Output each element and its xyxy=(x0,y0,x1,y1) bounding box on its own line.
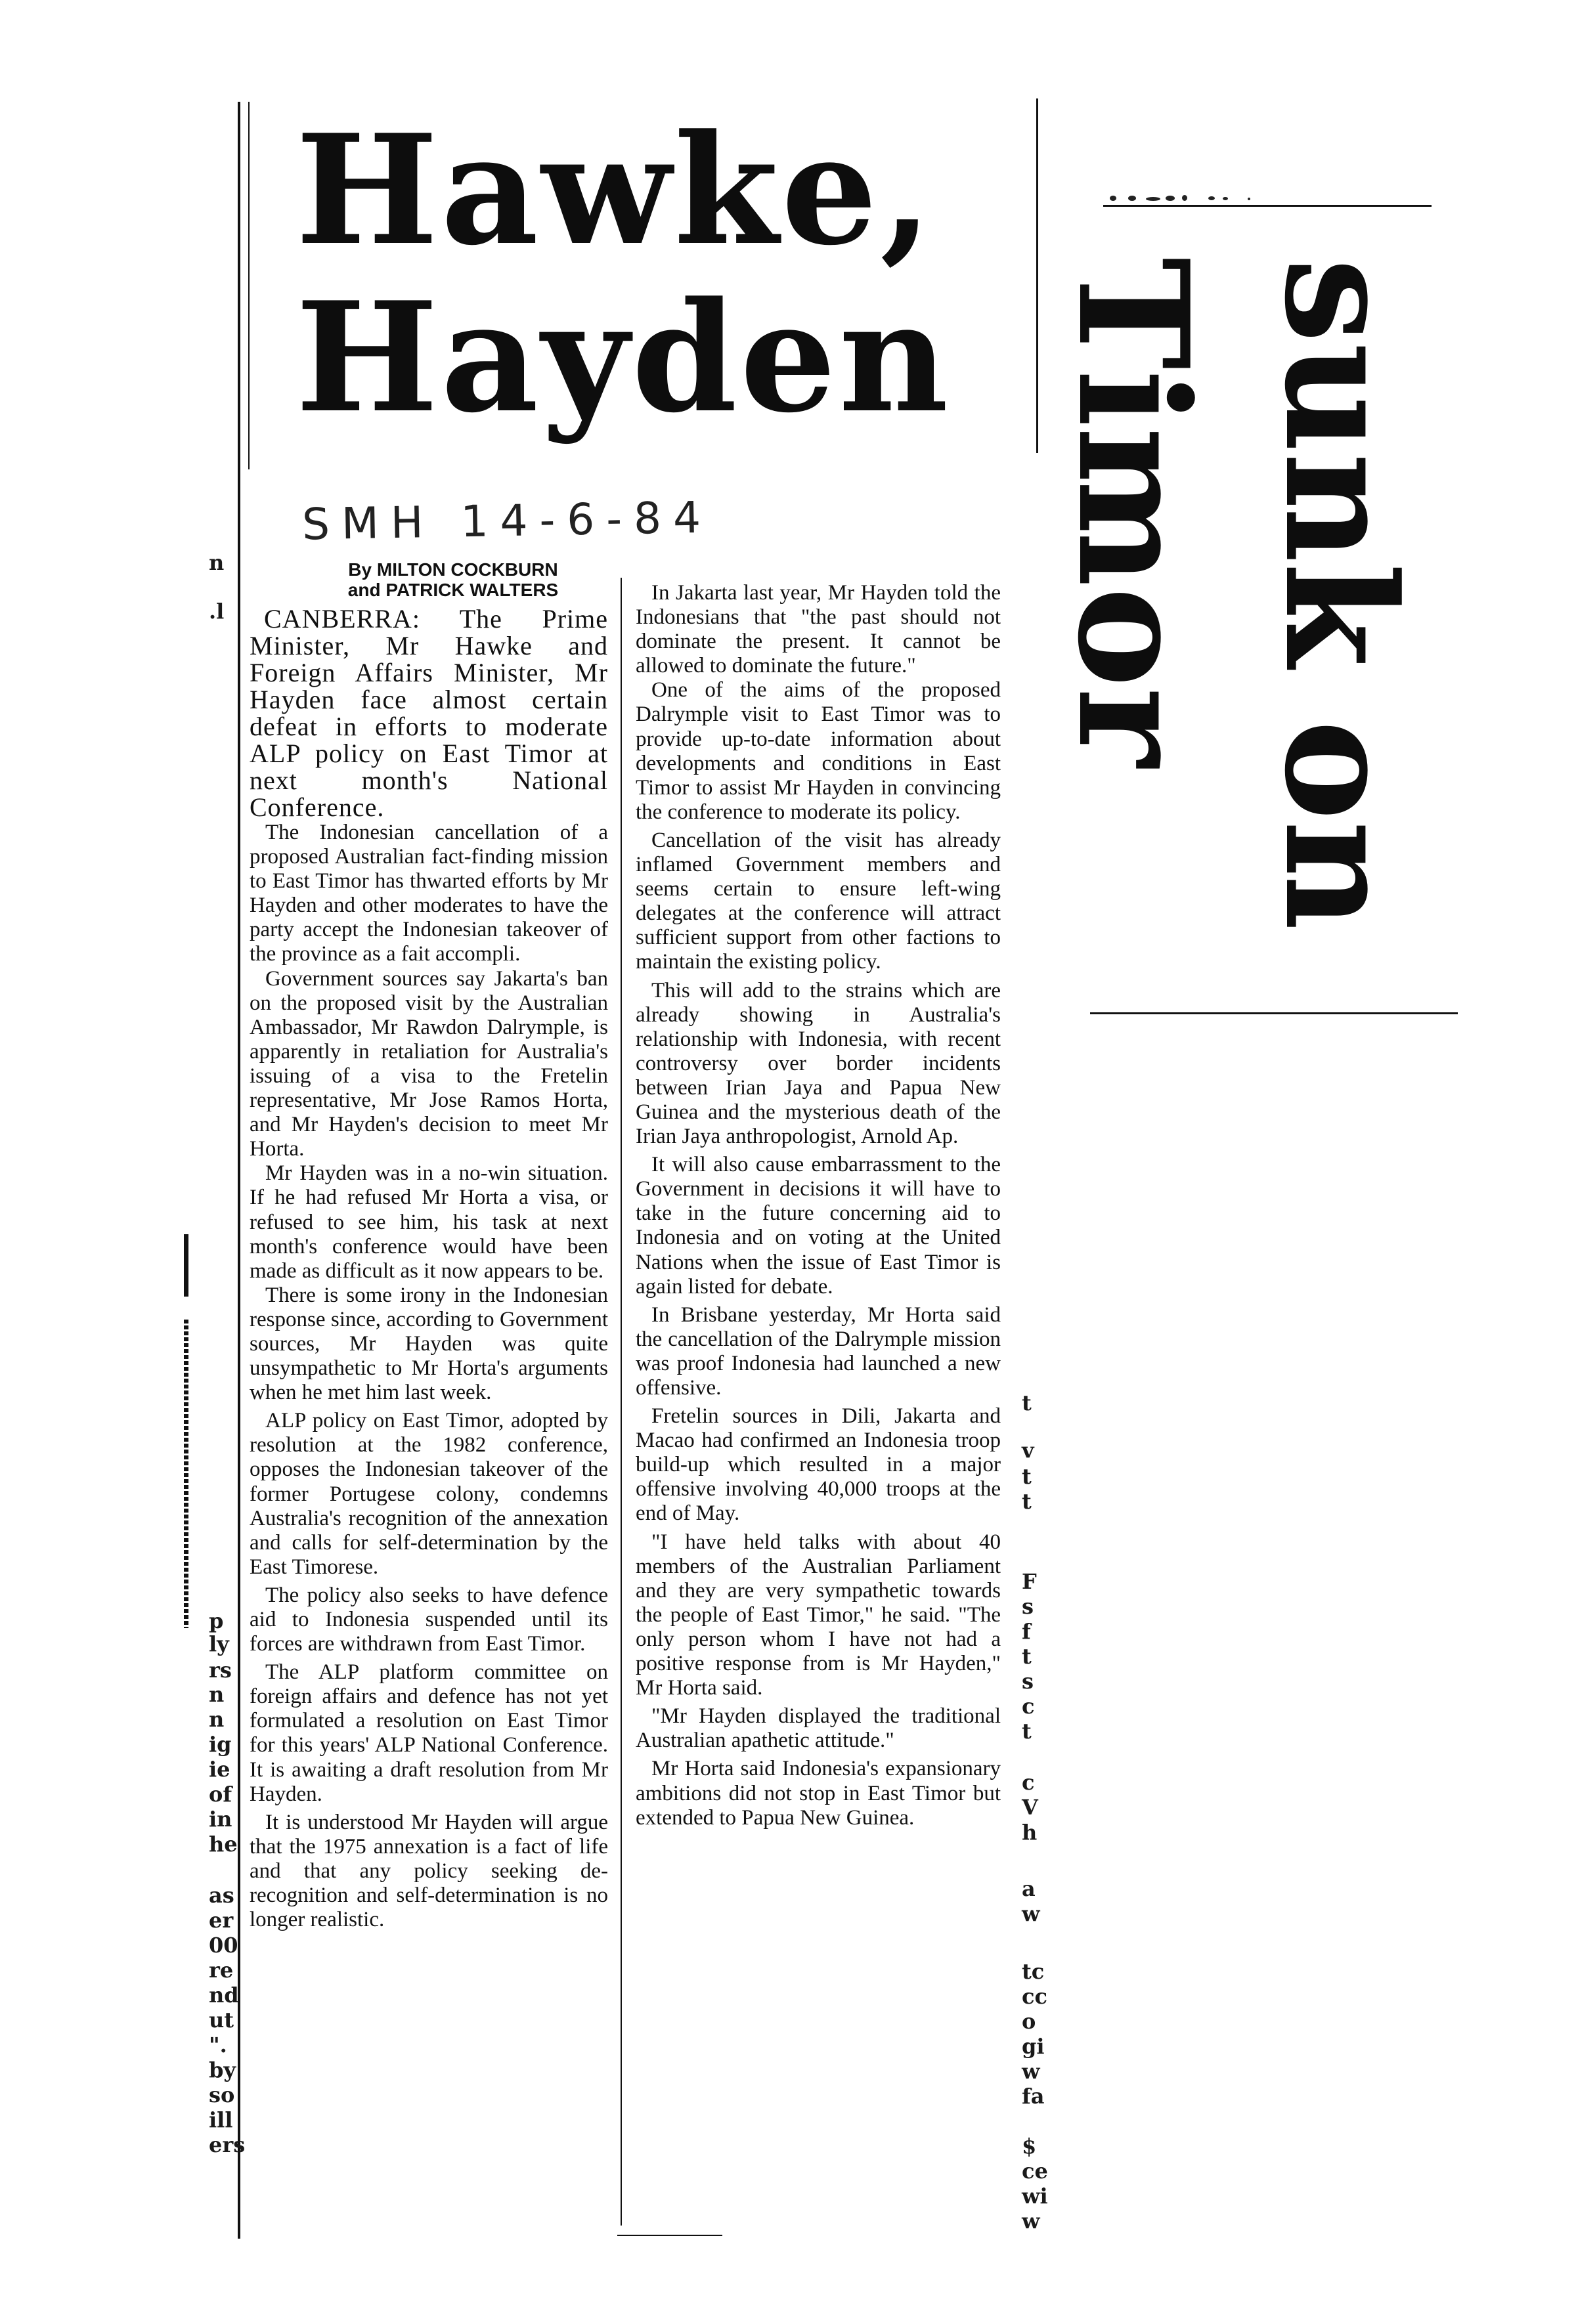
title-bottom-rule xyxy=(1090,1012,1458,1014)
fragment-text: rs xyxy=(209,1658,232,1683)
fragment-text: t xyxy=(1022,1489,1032,1514)
fragment-text: he xyxy=(209,1832,238,1857)
fragment-text: ie xyxy=(209,1757,230,1782)
paragraph: One of the aims of the proposed Dalrymple visit to East Timor was to provide up-to-date information about developments and conditions in East Timor to assist Mr Hayden in convincing the conference to moderate its policy. xyxy=(636,678,1001,824)
print-speck xyxy=(1248,198,1250,200)
fragment-text: t xyxy=(1022,1719,1032,1744)
fragment-text: n xyxy=(209,1707,225,1732)
vertical-title-line-2: Timor xyxy=(1044,257,1221,767)
fragment-text: by xyxy=(209,2057,236,2082)
paragraph: "Mr Hayden displayed the traditional Australian apathetic attitude." xyxy=(636,1704,1001,1753)
left-margin-fragments xyxy=(209,0,246,2324)
fragment-text: ut xyxy=(209,2008,234,2033)
fragment-text: re xyxy=(209,1958,234,1983)
fragment-text: .l xyxy=(209,599,225,624)
column-divider xyxy=(621,578,622,2226)
paragraph: ALP policy on East Timor, adopted by resolution at the 1982 conference, opposes the Indonesian takeover of the former Portugese colony, condemns Australia's recognition of the annexation and calls for self-determination by the East Timorese. xyxy=(250,1409,608,1579)
fragment-text: so xyxy=(209,2082,235,2107)
fragment-text: p xyxy=(209,1608,224,1633)
fragment-text: as xyxy=(209,1883,234,1908)
print-speck xyxy=(1166,196,1175,201)
right-margin-fragments xyxy=(1022,0,1061,2324)
bottom-rule xyxy=(617,2235,722,2236)
title-top-rule xyxy=(1103,205,1432,207)
print-speck xyxy=(1182,195,1187,201)
article-column-2 xyxy=(636,581,1001,1830)
fragment-text: V xyxy=(1022,1795,1038,1820)
fragment-text: w xyxy=(1022,2208,1040,2233)
paragraph: In Jakarta last year, Mr Hayden told the Indonesians that "the past should not dominate the present. It cannot be allowed to dominate the future." xyxy=(636,581,1001,678)
paragraph: Fretelin sources in Dili, Jakarta and Macao had confirmed an Indonesia troop build-up which resulted in a major offensive involving 40,000 troops at the end of May. xyxy=(636,1404,1001,1526)
byline-author-2: and PATRICK WALTERS xyxy=(347,580,559,600)
print-speck xyxy=(1110,196,1116,201)
fragment-text: v xyxy=(1022,1438,1034,1463)
print-speck xyxy=(1223,197,1228,200)
fragment-text: ce xyxy=(1022,2159,1048,2184)
fragment-text: w xyxy=(1022,1901,1040,1926)
fragment-text: ig xyxy=(209,1732,232,1757)
fragment-text: in xyxy=(209,1807,232,1832)
paragraph: In Brisbane yesterday, Mr Horta said the cancellation of the Dalrymple mission was proof Indonesia had launched a new offensive. xyxy=(636,1302,1001,1400)
margin-bar xyxy=(184,1320,188,1628)
fragment-text: 00 xyxy=(209,1933,238,1958)
fragment-text: tc xyxy=(1022,1959,1045,1984)
fragment-text: ". xyxy=(209,2033,227,2057)
fragment-text: o xyxy=(1022,2009,1036,2034)
fragment-text: ers xyxy=(209,2132,246,2157)
article-column-1 xyxy=(250,605,608,1932)
fragment-text: t xyxy=(1022,1464,1032,1489)
fragment-text: s xyxy=(1022,1669,1034,1694)
fragment-text: w xyxy=(1022,2059,1040,2084)
fragment-text: n xyxy=(209,1682,225,1707)
print-speck xyxy=(1146,197,1160,201)
print-speck xyxy=(1128,196,1136,201)
fragment-text: $ xyxy=(1022,2134,1037,2159)
fragment-text: a xyxy=(1022,1876,1036,1901)
fragment-text: t xyxy=(1022,1644,1032,1669)
fragment-text: ly xyxy=(209,1631,229,1656)
paragraph: It is understood Mr Hayden will argue that the 1975 annexation is a fact of life and that any policy seeking de-recognition and self-determination is no longer realistic. xyxy=(250,1810,608,1932)
paragraph: Government sources say Jakarta's ban on the proposed visit by the Australian Ambassador, Mr Rawdon Dalrymple, is apparently in retaliation for Australia's issuing of a visa to the Fretelin representative, Mr Jose Ramos Horta, and Mr Hayden's decision to meet Mr Horta. xyxy=(250,966,608,1161)
paragraph: Mr Hayden was in a no-win situation. If he had refused Mr Horta a visa, or refused to see him, his task at next month's conference would have been made as difficult as it now appears to be. xyxy=(250,1161,608,1283)
paragraph: This will add to the strains which are already showing in Australia's relationship with Indonesia, with recent controversy over border incidents between Irian Jaya and Papua New Guinea and the mysterious death of the Irian Jaya anthropologist, Arnold Ap. xyxy=(636,978,1001,1149)
byline xyxy=(302,559,604,600)
paragraph: The ALP platform committee on foreign affairs and defence has not yet formulated a resolution on East Timor for this years' ALP National Conference. It is awaiting a draft resolution from Mr Hayden. xyxy=(250,1660,608,1806)
fragment-text: cc xyxy=(1022,1984,1047,2009)
headline-line-1: Hawke, xyxy=(296,102,936,279)
paragraph: The Indonesian cancellation of a proposed Australian fact-finding mission to East Timor has thwarted efforts by Mr Hayden and other moderates to have the party accept the Indonesian takeover of the province as a fait accompli. xyxy=(250,821,608,966)
margin-bar xyxy=(184,1234,188,1297)
fragment-text: gi xyxy=(1022,2034,1045,2059)
fragment-text: F xyxy=(1022,1569,1037,1594)
fragment-text: n xyxy=(209,550,225,575)
fragment-text: ill xyxy=(209,2107,233,2132)
fragment-text: er xyxy=(209,1908,234,1933)
fragment-text: s xyxy=(1022,1594,1034,1619)
paragraph: The policy also seeks to have defence aid to Indonesia suspended until its forces are withdrawn from East Timor. xyxy=(250,1583,608,1656)
paragraph: Mr Horta said Indonesia's expansionary ambitions did not stop in East Timor but extended to Papua New Guinea. xyxy=(636,1757,1001,1830)
print-speck xyxy=(1208,196,1215,200)
vertical-title-line-1: sunk on xyxy=(1251,258,1428,930)
handwritten-date-note: SMH 14-6-84 xyxy=(301,492,713,550)
fragment-text: c xyxy=(1022,1694,1035,1719)
fragment-text: h xyxy=(1022,1820,1038,1845)
fragment-text: fa xyxy=(1022,2084,1045,2109)
byline-author-1: By MILTON COCKBURN xyxy=(348,559,558,580)
left-column-rule xyxy=(238,102,240,2239)
fragment-text: of xyxy=(209,1782,232,1807)
fragment-text: f xyxy=(1022,1619,1031,1644)
paragraph: Cancellation of the visit has already inflamed Government members and seems certain to ensure left-wing delegates at the conference will attract sufficient support from other factions to maintain the existing policy. xyxy=(636,828,1001,974)
paragraph: CANBERRA: The Prime Minister, Mr Hawke and Foreign Affairs Minister, Mr Hayden face almost certain defeat in efforts to moderate ALP policy on East Timor at next month's National Conference. xyxy=(250,604,608,822)
paragraph: "I have held talks with about 40 members of the Australian Parliament and they are very sympathetic towards the people of East Timor," he said. "The only person whom I have not had a positive response from is Mr Hayden," Mr Horta said. xyxy=(636,1530,1001,1700)
fragment-text: nd xyxy=(209,1983,239,2008)
headline-left-rule xyxy=(248,102,250,469)
paragraph: It will also cause embarrassment to the Government in decisions it will have to take in the future concerning aid to Indonesia and on voting at the United Nations when the issue of East Timor is again listed for debate. xyxy=(636,1153,1001,1299)
fragment-text: t xyxy=(1022,1390,1032,1415)
headline-line-2: Hayden xyxy=(296,269,952,446)
fragment-text: c xyxy=(1022,1770,1035,1795)
paragraph: There is some irony in the Indonesian response since, according to Government sources, Mr Hayden was quite unsympathetic to Mr Horta's arguments when he met him last week. xyxy=(250,1283,608,1405)
fragment-text: wi xyxy=(1022,2184,1048,2208)
